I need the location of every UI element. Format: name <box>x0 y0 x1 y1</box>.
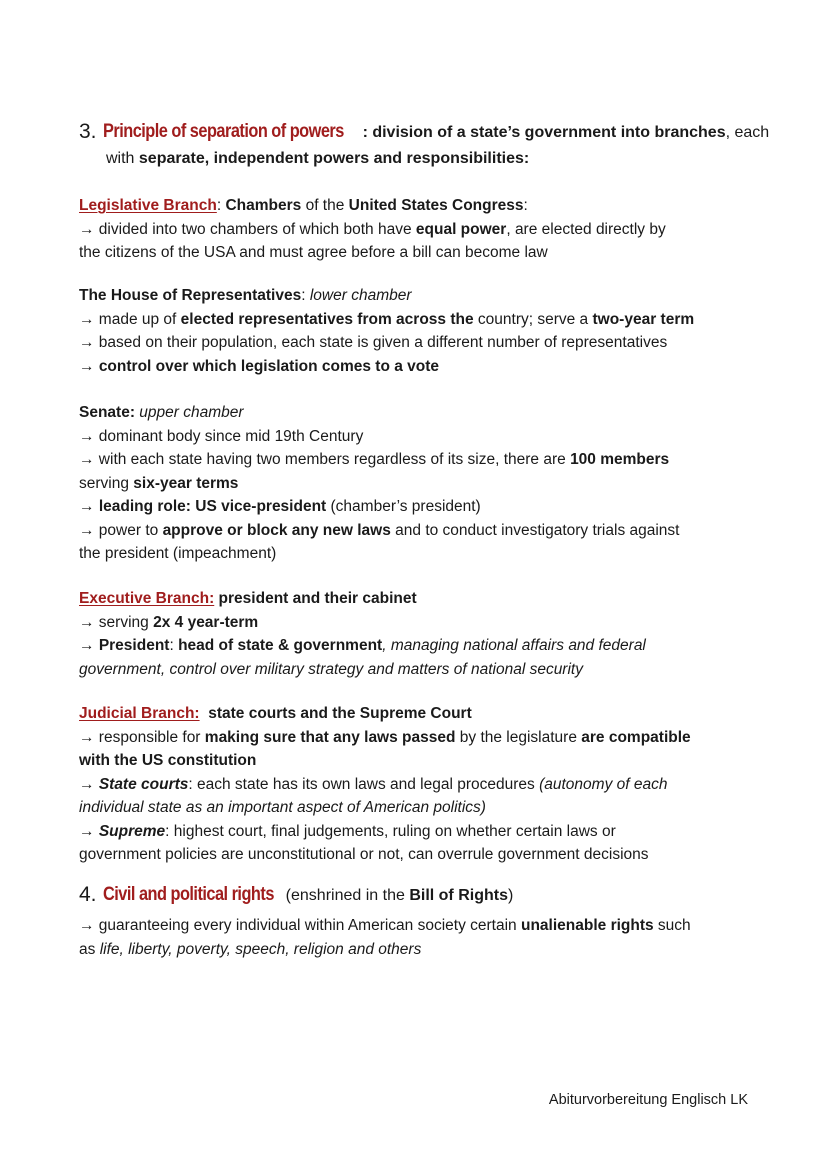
bullet-line: → dominant body since mid 19th Century <box>79 427 364 445</box>
branch-heading <box>79 587 751 611</box>
text: control over which legislation comes to a vote <box>98 357 440 375</box>
text: unalienable rights <box>520 917 654 934</box>
text-line <box>79 472 751 496</box>
text: by the legislature <box>455 728 582 746</box>
text: as <box>79 940 100 958</box>
text: (autonomy of each <box>539 775 668 793</box>
text: upper chamber <box>135 404 244 421</box>
text: : highest court, final judgements, ruling on whether certain laws or <box>165 822 616 840</box>
branch-title: Judicial Branch: <box>79 705 200 722</box>
text-line <box>79 938 751 962</box>
judicial-branch <box>79 702 751 867</box>
house-of-representatives <box>79 284 751 378</box>
text: Supreme <box>98 822 166 840</box>
text: : <box>169 637 179 654</box>
text-line: government, control over military strategy and matters of national security <box>79 660 583 678</box>
text: The House of Representatives <box>79 287 302 304</box>
bullet-line <box>79 726 751 750</box>
text: serving <box>79 474 134 492</box>
legislative-branch <box>79 194 751 265</box>
text: president and their cabinet <box>214 590 417 607</box>
text-line: individual state as an important aspect of American politics) <box>79 799 486 816</box>
heading-text: Bill of Rights <box>409 887 508 904</box>
text: six-year terms <box>133 474 239 492</box>
text: : <box>216 197 226 214</box>
text: lower chamber <box>309 287 412 304</box>
senate <box>79 401 751 566</box>
executive-branch <box>79 587 751 681</box>
bullet-line <box>79 914 751 938</box>
text: → power to <box>79 521 163 539</box>
text: → with each state having two members regardless of its size, there are <box>79 451 571 468</box>
text-line: the president (impeachment) <box>79 545 277 562</box>
branch-heading <box>79 194 751 218</box>
text: : <box>523 197 528 214</box>
text-line: with the US constitution <box>79 752 257 769</box>
text: state courts and the Supreme Court <box>199 705 472 722</box>
text: → <box>79 822 99 840</box>
text: , managing national affairs and federal <box>382 637 646 654</box>
bullet-line <box>79 820 751 844</box>
text-line: government policies are unconstitutional or not, can overrule government decisions <box>79 846 649 863</box>
page-footer: Abiturvorbereitung Englisch LK <box>548 1092 748 1108</box>
text: elected representatives from across the <box>180 310 474 328</box>
text: → <box>79 637 99 654</box>
branch-heading <box>79 702 751 726</box>
bullet-line <box>79 519 751 543</box>
bullet-line <box>79 218 751 242</box>
text: : <box>301 287 310 304</box>
heading-text: separate, independent powers and responsibilities: <box>138 150 530 167</box>
text: making sure that any laws passed <box>204 728 456 746</box>
heading-text: , each <box>725 124 770 141</box>
text: State courts <box>98 775 189 793</box>
text: 100 members <box>570 451 670 468</box>
bullet-line <box>79 308 751 332</box>
text: and to conduct investigatory trials against <box>390 521 680 539</box>
text-line: the citizens of the USA and must agree before a bill can become law <box>79 244 548 261</box>
bullet-line <box>79 634 751 658</box>
text: → <box>79 775 99 793</box>
subheading <box>79 401 751 425</box>
section-4-heading <box>79 882 513 909</box>
subheading <box>79 284 751 308</box>
text: , are elected directly by <box>506 220 666 238</box>
text: approve or block any new laws <box>162 521 391 539</box>
heading-text: (enshrined in the <box>281 887 410 904</box>
section-title: Civil and political rights <box>102 884 274 905</box>
bullet-line <box>79 495 751 519</box>
text: President <box>98 637 170 654</box>
heading-text: ) <box>507 887 514 904</box>
text: (chamber’s president) <box>326 498 481 515</box>
text: are compatible <box>581 728 691 746</box>
bullet-line <box>79 448 751 472</box>
bullet-line <box>79 773 751 797</box>
text: such <box>653 917 691 934</box>
text: Chambers <box>225 197 302 214</box>
text: → <box>79 357 99 375</box>
heading-text: : division of a state’s government into branches <box>362 124 726 141</box>
bullet-line: → based on their population, each state is given a different number of representatives <box>79 334 668 351</box>
text: head of state & government <box>178 637 383 654</box>
text: two-year term <box>592 310 695 328</box>
section-3-heading <box>79 119 769 172</box>
text: leading role: US vice-president <box>98 498 327 515</box>
text: life, liberty, poverty, speech, religion and others <box>99 940 422 958</box>
heading-text: with <box>106 150 139 167</box>
civil-rights-body <box>79 914 751 961</box>
text: : each state has its own laws and legal procedures <box>188 775 540 793</box>
text: United States Congress <box>348 197 524 214</box>
bullet-line <box>79 611 751 635</box>
text: → divided into two chambers of which both have <box>79 220 416 238</box>
text: → responsible for <box>79 728 205 746</box>
text: → <box>79 498 99 515</box>
text: of the <box>301 197 349 214</box>
text: country; serve a <box>473 310 593 328</box>
text: → serving <box>79 613 154 631</box>
text: → made up of <box>79 310 181 328</box>
branch-title: Legislative Branch <box>79 197 217 214</box>
text: Senate: <box>79 404 135 421</box>
bullet-line <box>79 355 751 379</box>
section-number: 4. <box>79 883 97 906</box>
section-number: 3. <box>79 120 97 143</box>
text: 2x 4 year-term <box>153 613 259 631</box>
section-title: Principle of separation of powers <box>102 121 344 142</box>
branch-title: Executive Branch: <box>79 590 215 607</box>
text: → guaranteeing every individual within American society certain <box>79 917 521 934</box>
text: equal power <box>415 220 507 238</box>
